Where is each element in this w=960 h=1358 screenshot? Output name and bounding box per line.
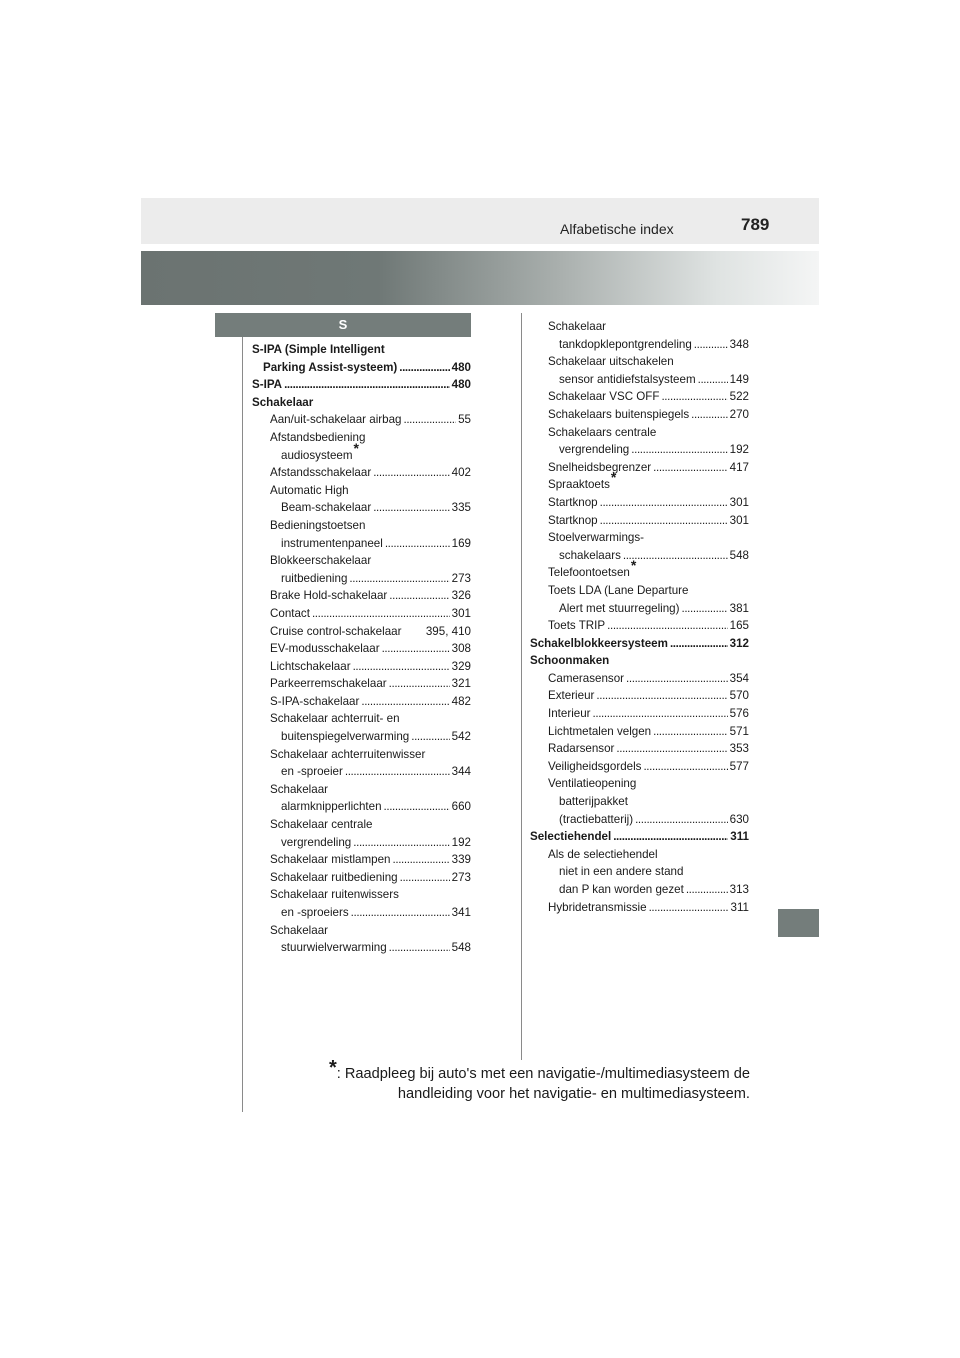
index-page-ref: 270 [729, 407, 749, 421]
index-entry-label: (tractiebatterij) [559, 812, 634, 826]
index-entry-text [270, 464, 471, 482]
index-entry-label: Schoonmaken [530, 654, 610, 668]
index-entry-text [548, 582, 749, 600]
index-entry-text [548, 406, 749, 424]
index-entry-label: en -sproeier [281, 765, 343, 779]
index-entry-text [548, 424, 749, 442]
dot-leader [631, 441, 727, 459]
index-entry [252, 869, 471, 887]
index-entry-label: Schakelaar [270, 923, 329, 937]
index-entry-label: Beam-schakelaar [281, 501, 372, 515]
dot-leader [600, 494, 728, 512]
dot-leader [694, 336, 728, 354]
dot-leader [643, 758, 727, 776]
index-entry-label: Schakelaar achterruitenwisser [270, 747, 426, 761]
index-entry-text [548, 740, 749, 758]
index-entry [530, 775, 749, 828]
dot-leader [389, 939, 450, 957]
index-entry-label: Camerasensor [548, 671, 625, 685]
index-entry-label: EV-modusschakelaar [270, 642, 380, 656]
index-entry-text [270, 710, 471, 728]
index-entry-text [530, 828, 749, 846]
column-divider [521, 313, 522, 1060]
index-page-ref: 548 [729, 548, 749, 562]
index-entry-label: vergrendeling [559, 443, 630, 457]
index-page-ref: 301 [729, 495, 749, 509]
chapter-thumb-tab [778, 909, 819, 937]
index-entry-label: Parkeerremschakelaar [270, 677, 387, 691]
index-entry-label: Telefoontoetsen [548, 566, 630, 580]
dot-leader [607, 617, 728, 635]
index-entry-text [548, 881, 749, 899]
index-entry-label: Schakelaar achterruit- en [270, 712, 400, 726]
index-entry [252, 710, 471, 745]
dot-leader [373, 499, 449, 517]
index-column-right [530, 318, 749, 916]
index-entry-label: Schakelaars centrale [548, 425, 657, 439]
index-page-ref: 630 [729, 812, 749, 826]
index-page-ref: 402 [451, 466, 471, 480]
index-entry-label: Afstandsschakelaar [270, 466, 372, 480]
index-entry-label: Als de selectiehendel [548, 847, 658, 861]
index-entry [252, 341, 471, 376]
index-page-ref: 381 [729, 601, 749, 615]
index-entry [530, 529, 749, 564]
index-entry-label: S-IPA-schakelaar [270, 694, 360, 708]
index-page-ref: 273 [451, 571, 471, 585]
index-entry [252, 482, 471, 517]
index-page-ref: 548 [451, 941, 471, 955]
dot-leader [361, 693, 449, 711]
index-entry-text [548, 793, 749, 811]
dot-leader [411, 728, 449, 746]
index-entry-text [548, 863, 749, 881]
index-page-ref: 301 [451, 606, 471, 620]
index-page-ref: 339 [451, 853, 471, 867]
index-entry [252, 394, 471, 412]
dot-leader [382, 640, 450, 658]
index-entry-text [270, 411, 471, 429]
decorative-gradient-band [141, 251, 819, 305]
index-page-ref: 321 [451, 677, 471, 691]
index-entry-text [548, 723, 749, 741]
index-page-ref: 480 [451, 378, 471, 392]
index-entry-label: Interieur [548, 707, 591, 721]
dot-leader [670, 635, 728, 653]
dot-leader [649, 899, 729, 917]
index-page-ref: 660 [451, 800, 471, 814]
index-entry-label: Schakelaar [252, 395, 314, 409]
dot-leader [623, 547, 728, 565]
footnote [300, 1057, 750, 1104]
footnote-star: * [328, 1057, 337, 1079]
index-entry-text [270, 869, 471, 887]
index-entry-text [270, 623, 471, 641]
index-entry-text [270, 798, 471, 816]
index-entry-label: Selectiehendel [530, 830, 612, 844]
index-entry-text [548, 441, 749, 459]
index-entry-text [270, 693, 471, 711]
index-entry [530, 557, 749, 582]
index-entry-label: S-IPA (Simple Intelligent [252, 343, 385, 356]
dot-leader [616, 740, 727, 758]
index-entry-text [270, 834, 471, 852]
index-entry-label: Exterieur [548, 689, 595, 703]
index-entry-label: Schakelaar centrale [270, 818, 373, 832]
index-entry [530, 846, 749, 899]
index-page-ref: 482 [451, 694, 471, 708]
index-entry [530, 406, 749, 424]
index-entry-text [548, 371, 749, 389]
index-entry-label: vergrendeling [281, 835, 352, 849]
index-entry-label: Contact [270, 606, 310, 620]
index-entry [252, 816, 471, 851]
index-entry-label: buitenspiegelverwarming [281, 730, 410, 744]
index-page-ref: 354 [729, 671, 749, 685]
index-entry-label: Parking Assist-systeem) [263, 360, 398, 374]
dot-leader [389, 587, 449, 605]
index-page-ref: 169 [451, 536, 471, 550]
index-page-ref: 480 [451, 360, 471, 374]
index-entry-text [548, 846, 749, 864]
index-entry [252, 623, 471, 641]
index-entry-text [270, 886, 471, 904]
index-entry-text [252, 341, 471, 359]
index-entry-label: en -sproeiers [281, 906, 349, 919]
dot-leader [353, 658, 450, 676]
index-entry-label: Hybridetransmissie [548, 900, 647, 914]
index-entry [530, 635, 749, 653]
index-entry-text [548, 353, 749, 371]
index-page-ref: 273 [451, 870, 471, 884]
index-entry-text [252, 376, 471, 394]
index-entry-text [270, 746, 471, 764]
index-entry [530, 899, 749, 917]
index-entry-text [548, 617, 749, 635]
index-entry-text [548, 318, 749, 336]
index-entry [530, 388, 749, 406]
index-entry-text [270, 939, 471, 957]
index-entry [530, 740, 749, 758]
index-entry-text [270, 640, 471, 658]
index-entry-label: tankdopklepontgrendeling [559, 337, 692, 351]
dot-leader [686, 881, 728, 899]
footnote-line-1: : Raadpleeg bij auto's met een navigatie-/multimediasysteem de [336, 1066, 750, 1082]
index-entry-label: Schakelaars buitenspiegels [548, 407, 690, 421]
index-entry [530, 494, 749, 512]
index-page-ref: 301 [729, 513, 749, 527]
index-entry [530, 723, 749, 741]
index-page-ref: 577 [729, 759, 749, 773]
index-entry [530, 705, 749, 723]
index-entry [530, 670, 749, 688]
index-entry-label: instrumentenpaneel [281, 536, 383, 550]
index-entry-text [548, 758, 749, 776]
index-entry [252, 411, 471, 429]
index-entry-label: niet in een andere stand [559, 865, 684, 879]
index-page-ref: 329 [451, 659, 471, 673]
index-page-ref: 417 [729, 460, 749, 474]
index-entry-text [548, 494, 749, 512]
index-page-ref: 192 [729, 443, 749, 457]
index-entry [252, 675, 471, 693]
dot-leader [384, 798, 450, 816]
index-entry-label: Aan/uit-schakelaar airbag [270, 413, 402, 427]
index-entry-text [548, 388, 749, 406]
index-entry-label: Veiligheidsgordels [548, 759, 642, 773]
index-entry-label: stuurwielverwarming [281, 941, 387, 955]
index-page-ref: 341 [451, 906, 471, 919]
index-entry-label: Afstandsbediening [270, 430, 366, 444]
index-entry-label: dan P kan worden gezet [559, 883, 684, 896]
index-entry [252, 605, 471, 623]
index-entry-label: S-IPA [252, 378, 283, 392]
index-entry-text [270, 535, 471, 553]
dot-leader [389, 675, 450, 693]
index-entry-text [252, 394, 471, 412]
index-entry [252, 640, 471, 658]
index-entry-label: Cruise control-schakelaar [270, 624, 402, 638]
index-entry-label: Snelheidsbegrenzer [548, 460, 652, 474]
page-number: 789 [741, 215, 770, 234]
dot-leader [613, 828, 728, 846]
dot-leader [691, 406, 728, 424]
dot-leader [653, 723, 728, 741]
dot-leader [635, 811, 728, 829]
index-entry-text [548, 811, 749, 829]
index-entry-label: Schakelaar [270, 782, 329, 796]
index-page-ref: 192 [451, 835, 471, 849]
index-entry-text [270, 728, 471, 746]
index-entry [530, 353, 749, 388]
index-page-ref: 570 [729, 689, 749, 703]
dot-leader [682, 600, 728, 618]
dot-leader [393, 851, 450, 869]
index-entry-label: Bedieningstoetsen [270, 518, 366, 532]
index-entry-label: Schakelaar ruitenwissers [270, 888, 399, 902]
index-page-ref: 353 [729, 742, 749, 756]
index-entry-text [270, 587, 471, 605]
index-page-ref: 571 [729, 724, 749, 738]
dot-leader [399, 359, 449, 377]
index-entry [252, 552, 471, 587]
dot-leader [600, 512, 728, 530]
index-entry [252, 851, 471, 869]
footnote-ref-star: * [610, 469, 617, 486]
dot-leader [351, 904, 450, 922]
index-entry-text [548, 469, 749, 494]
index-page-ref: 311 [730, 830, 749, 844]
index-entry-text [270, 763, 471, 781]
index-entry-text [548, 775, 749, 793]
index-entry-text [270, 922, 471, 940]
dot-leader [349, 570, 449, 588]
index-entry-label: Toets TRIP [548, 619, 606, 633]
index-entry-label: Blokkeerschakelaar [270, 554, 372, 568]
index-entry [252, 746, 471, 781]
index-entry-label: Schakelaar mistlampen [270, 853, 391, 867]
index-entry-label: batterijpakket [559, 795, 628, 809]
index-page-ref: 348 [729, 337, 749, 351]
index-entry-text [270, 658, 471, 676]
index-entry-text [270, 439, 471, 465]
index-entry-label: Lichtschakelaar [270, 659, 351, 673]
index-entry [530, 652, 749, 670]
index-entry-label: Ventilatieopening [548, 777, 637, 791]
index-entry [530, 512, 749, 530]
index-entry-text [270, 904, 471, 922]
dot-leader [284, 376, 450, 394]
index-entry-text [270, 552, 471, 570]
index-entry-label: alarmknipperlichten [281, 800, 382, 814]
dot-leader [698, 371, 728, 389]
dot-leader [596, 687, 727, 705]
index-entry [252, 886, 471, 921]
index-entry-text [270, 675, 471, 693]
index-page-ref: 344 [451, 765, 471, 779]
index-entry-label: Alert met stuurregeling) [559, 601, 680, 615]
left-divider [242, 337, 243, 1112]
index-entry-label: sensor antidiefstalsysteem [559, 372, 696, 386]
index-page-ref: 55 [458, 413, 471, 427]
index-entry-text [548, 687, 749, 705]
index-entry-text [548, 600, 749, 618]
index-entry-text [270, 816, 471, 834]
index-entry-label: Spraaktoets [548, 478, 610, 492]
index-entry-text [548, 670, 749, 688]
dot-leader [403, 411, 456, 429]
index-entry-text [548, 547, 749, 565]
index-entry-label: Schakelaar ruitbediening [270, 870, 398, 884]
index-entry-text [270, 429, 471, 447]
index-entry-label: schakelaars [559, 548, 621, 562]
index-entry-text [270, 482, 471, 500]
index-entry [252, 693, 471, 711]
section-title: Alfabetische index [560, 221, 674, 237]
index-entry-label: Toets LDA (Lane Departure [548, 583, 689, 597]
index-entry [530, 469, 749, 494]
index-letter-heading: S [215, 313, 471, 337]
index-page-ref: 335 [451, 501, 471, 515]
index-page-ref: 308 [451, 642, 471, 656]
index-entry [530, 687, 749, 705]
index-page-ref: 311 [730, 900, 749, 914]
index-entry-label: Brake Hold-schakelaar [270, 589, 388, 603]
index-entry [252, 658, 471, 676]
header-band [141, 198, 819, 244]
index-entry-text [548, 557, 749, 582]
dot-leader [653, 459, 728, 477]
index-entry-text [270, 517, 471, 535]
index-entry-text [530, 652, 749, 670]
index-entry-label: Radarsensor [548, 742, 615, 756]
footnote-ref-star: * [630, 557, 637, 574]
index-entry-text [548, 459, 749, 477]
index-entry-label: Schakelblokkeersysteem [530, 636, 668, 650]
index-entry-text [270, 605, 471, 623]
index-page-ref: 149 [729, 372, 749, 386]
dot-leader [593, 705, 728, 723]
dot-leader [385, 535, 450, 553]
index-page-ref: 522 [729, 390, 749, 404]
dot-leader [345, 763, 450, 781]
index-entry [252, 376, 471, 394]
index-entry [252, 429, 471, 464]
index-entry-label: Schakelaar VSC OFF [548, 390, 660, 404]
index-page-ref: 542 [451, 730, 471, 744]
index-page-ref: 165 [729, 619, 749, 633]
index-entry-label: Lichtmetalen velgen [548, 724, 652, 738]
index-entry-label: Schakelaar [548, 320, 607, 333]
index-entry-text [548, 512, 749, 530]
index-entry [530, 318, 749, 353]
index-entry [252, 464, 471, 482]
index-entry-label: ruitbediening [281, 571, 348, 585]
index-page-ref: 576 [729, 707, 749, 721]
dot-leader [661, 388, 727, 406]
index-entry [530, 758, 749, 776]
index-entry [530, 459, 749, 477]
index-page-ref: 313 [729, 883, 749, 896]
index-entry-label: Stoelverwarmings- [548, 531, 644, 545]
index-entry [252, 587, 471, 605]
index-entry-text [270, 781, 471, 799]
index-entry-label: Startknop [548, 513, 598, 527]
index-page-ref: 326 [451, 589, 471, 603]
index-entry-label: Schakelaar uitschakelen [548, 355, 674, 369]
index-page-ref: 395, 410 [425, 624, 471, 638]
index-entry-text [270, 570, 471, 588]
index-entry [252, 922, 471, 957]
index-entry [530, 828, 749, 846]
index-entry-label: Automatic High [270, 483, 349, 497]
index-entry-text [548, 705, 749, 723]
index-page-ref: 312 [729, 636, 749, 650]
dot-leader [626, 670, 728, 688]
index-entry [530, 617, 749, 635]
index-entry-text [252, 359, 471, 377]
index-entry [530, 582, 749, 617]
index-entry-text [548, 336, 749, 354]
dot-leader [373, 464, 449, 482]
dot-leader [400, 869, 450, 887]
index-entry-text [548, 899, 749, 917]
dot-leader [312, 605, 450, 623]
index-entry-text [270, 499, 471, 517]
index-entry-text [548, 529, 749, 547]
footnote-ref-star: * [353, 439, 359, 456]
index-column-left [252, 341, 471, 957]
index-entry-text [270, 851, 471, 869]
index-entry-label: Startknop [548, 495, 598, 509]
dot-leader [353, 834, 449, 852]
index-entry [252, 781, 471, 816]
index-entry [530, 424, 749, 459]
index-entry-text [530, 635, 749, 653]
footnote-line-2: handleiding voor het navigatie- en multimediasysteem. [397, 1086, 750, 1102]
index-entry [252, 517, 471, 552]
index-entry-label: audiosysteem [281, 448, 353, 462]
